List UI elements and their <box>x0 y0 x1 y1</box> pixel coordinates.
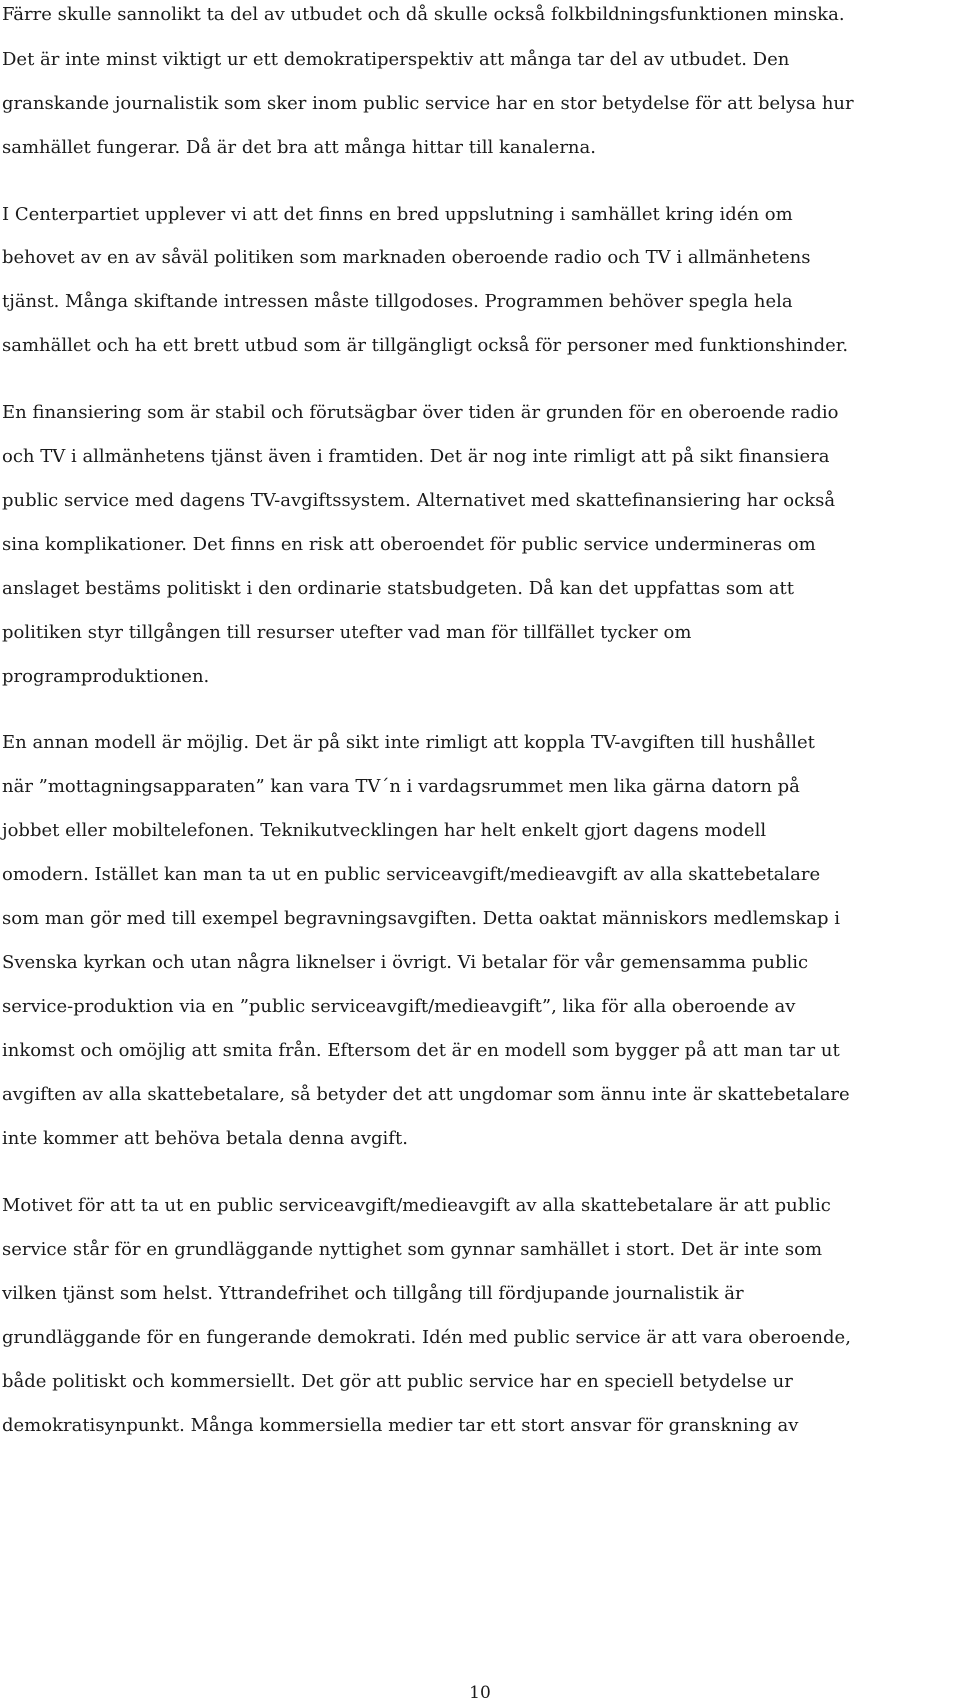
paragraph-4-line-10: inte kommer att behöva betala denna avgift. <box>2 1128 408 1149</box>
paragraph-4-line-8: inkomst och omöjlig att smita från. Eftersom det är en modell som bygger på att man tar ut <box>2 1040 840 1061</box>
paragraph-4-line-3: jobbet eller mobiltelefonen. Teknikutvecklingen har helt enkelt gjort dagens modell <box>2 820 767 841</box>
page-number: 10 <box>469 1683 491 1703</box>
paragraph-3-line-3: public service med dagens TV-avgiftssystem. Alternativet med skattefinansiering har också <box>2 490 836 511</box>
paragraph-4-line-4: omodern. Istället kan man ta ut en public serviceavgift/medieavgift av alla skattebetalare <box>2 864 821 885</box>
paragraph-1-line-1: Färre skulle sannolikt ta del av utbudet och då skulle också folkbildningsfunktionen minska. <box>2 4 845 25</box>
paragraph-2-line-3: tjänst. Många skiftande intressen måste tillgodoses. Programmen behöver spegla hela <box>2 291 793 312</box>
paragraph-4-line-9: avgiften av alla skattebetalare, så betyder det att ungdomar som ännu inte är skattebetalare <box>2 1084 850 1105</box>
paragraph-4-line-6: Svenska kyrkan och utan några liknelser i övrigt. Vi betalar för vår gemensamma public <box>2 952 809 973</box>
paragraph-2-line-4: samhället och ha ett brett utbud som är tillgängligt också för personer med funktionshinder. <box>2 335 849 356</box>
paragraph-5-line-4: grundläggande för en fungerande demokrati. Idén med public service är att vara oberoende, <box>2 1327 851 1348</box>
paragraph-2-line-2: behovet av en av såväl politiken som marknaden oberoende radio och TV i allmänhetens <box>2 247 811 268</box>
paragraph-5-line-2: service står för en grundläggande nyttighet som gynnar samhället i stort. Det är inte som <box>2 1239 823 1260</box>
paragraph-2-line-1: I Centerpartiet upplever vi att det finns en bred uppslutning i samhället kring idén om <box>2 204 793 225</box>
paragraph-1-line-3: granskande journalistik som sker inom public service har en stor betydelse för att belysa hur <box>2 93 854 114</box>
paragraph-5-line-3: vilken tjänst som helst. Yttrandefrihet och tillgång till fördjupande journalistik är <box>2 1283 744 1304</box>
paragraph-4-line-2: när ”mottagningsapparaten” kan vara TV´n i vardagsrummet men lika gärna datorn på <box>2 776 800 797</box>
paragraph-1-line-2: Det är inte minst viktigt ur ett demokratiperspektiv att många tar del av utbudet. Den <box>2 49 790 70</box>
paragraph-5-line-1: Motivet för att ta ut en public serviceavgift/medieavgift av alla skattebetalare är att public <box>2 1195 831 1216</box>
paragraph-3-line-7: programproduktionen. <box>2 666 210 687</box>
paragraph-3-line-4: sina komplikationer. Det finns en risk att oberoendet för public service undermineras om <box>2 534 816 555</box>
paragraph-3-line-5: anslaget bestäms politiskt i den ordinarie statsbudgeten. Då kan det uppfattas som att <box>2 578 794 599</box>
paragraph-3-line-2: och TV i allmänhetens tjänst även i framtiden. Det är nog inte rimligt att på sikt finansiera <box>2 446 830 467</box>
paragraph-5-line-6: demokratisynpunkt. Många kommersiella medier tar ett stort ansvar för granskning av <box>2 1415 799 1436</box>
paragraph-4-line-1: En annan modell är möjlig. Det är på sikt inte rimligt att koppla TV-avgiften till hushållet <box>2 732 815 753</box>
paragraph-3-line-6: politiken styr tillgången till resurser utefter vad man för tillfället tycker om <box>2 622 692 643</box>
paragraph-4-line-5: som man gör med till exempel begravningsavgiften. Detta oaktat människors medlemskap i <box>2 908 840 929</box>
paragraph-5-line-5: både politiskt och kommersiellt. Det gör att public service har en speciell betydelse ur <box>2 1371 793 1392</box>
paragraph-4-line-7: service-produktion via en ”public serviceavgift/medieavgift”, lika för alla oberoende av <box>2 996 796 1017</box>
paragraph-3-line-1: En finansiering som är stabil och förutsägbar över tiden är grunden för en oberoende radio <box>2 402 839 423</box>
paragraph-1-line-4: samhället fungerar. Då är det bra att många hittar till kanalerna. <box>2 137 596 158</box>
